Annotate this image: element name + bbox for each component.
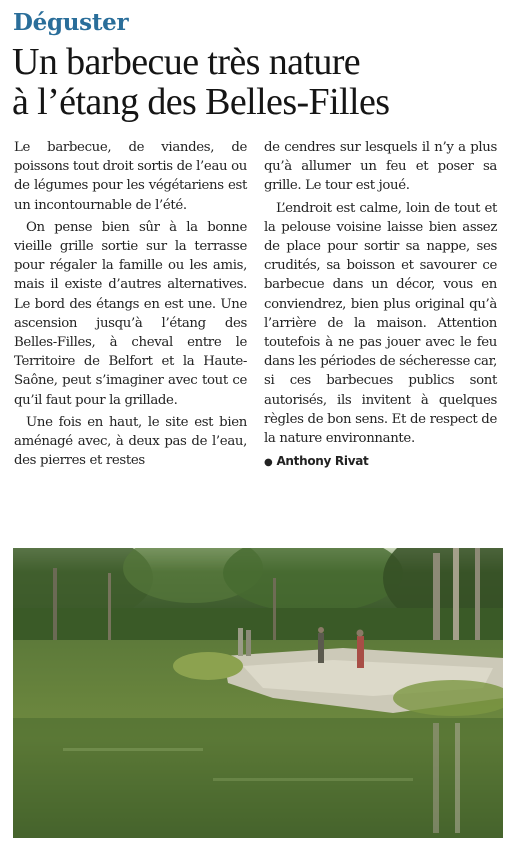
bullet-icon: ● bbox=[264, 457, 273, 469]
paragraph: Le barbecue, de viandes, de poissons tout droit sortis de l’eau ou de légumes pour les végétariens est un incontournable de l’été. bbox=[14, 140, 247, 213]
rubric: Déguster bbox=[13, 9, 129, 36]
article-column-left bbox=[14, 138, 247, 473]
headline-line-2: à l’étang des Belles-Filles bbox=[12, 81, 390, 123]
paragraph: Une fois en haut, le site est bien aménagé avec, à deux pas de l’eau, des pierres et restes bbox=[14, 414, 247, 469]
author-name: Anthony Rivat bbox=[276, 454, 369, 469]
headline bbox=[12, 42, 504, 122]
lake-photo bbox=[13, 548, 503, 838]
headline-line-1: Un barbecue très nature bbox=[12, 41, 361, 83]
byline bbox=[264, 452, 497, 472]
article-column-right bbox=[264, 138, 497, 472]
paragraph: de cendres sur lesquels il n’y a plus qu’à allumer un feu et poser sa grille. Le tour est joué. bbox=[264, 140, 497, 194]
paragraph: L’endroit est calme, loin de tout et la pelouse voisine laisse bien assez de place pour sortir sa nappe, ses crudités, sa boisson et savourer ce barbecue dans un décor, vous en conviendrez, bien plus original qu’à l’arrière de la maison. Attention toutefois à ne pas jouer avec le feu dans les périodes de sécheresse car, si ces barbecues publics sont autorisés, ils invitent à quelques règles de bon sens. Et de respect de la nature environnante. bbox=[264, 200, 497, 447]
paragraph: On pense bien sûr à la bonne vieille grille sortie sur la terrasse pour régaler la famille ou les amis, mais il existe d’autres alternatives. Le bord des étangs en est une. Une ascension jusqu’à l’étang des Belles-Filles, à cheval entre le Territoire de Belfort et la Haute-Saône, peut s’imaginer avec tout ce qu’il faut pour la grillade. bbox=[14, 219, 247, 408]
